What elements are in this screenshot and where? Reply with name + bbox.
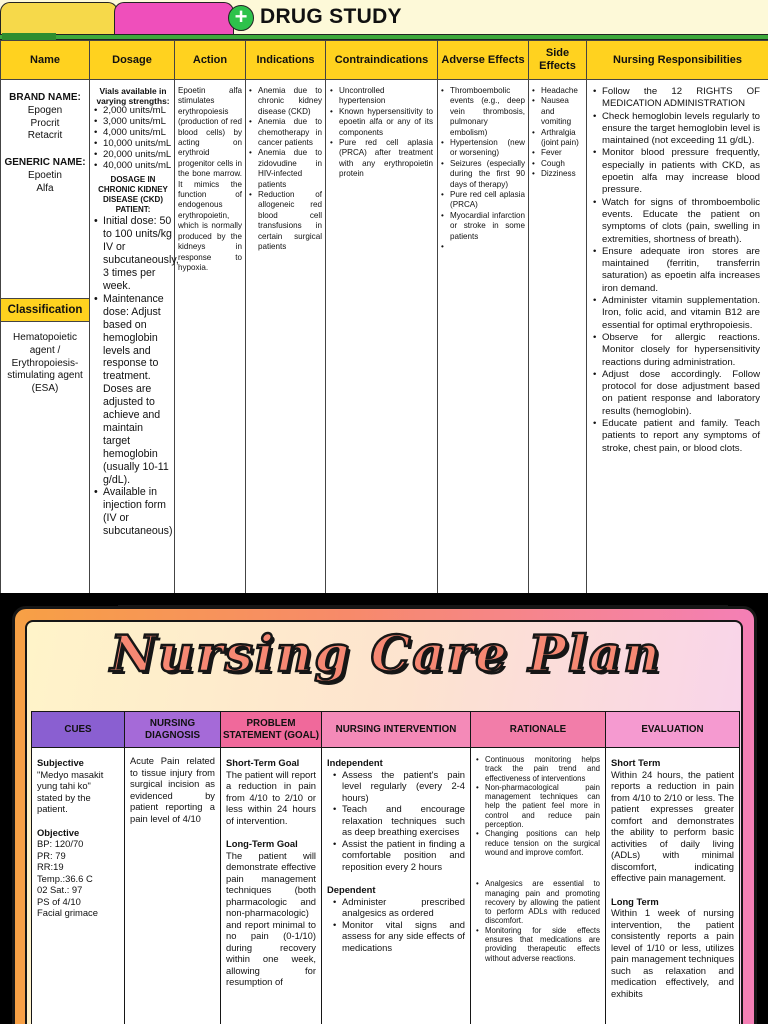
responsibility-item: • Administer vitamin supplementation. Iron, folic acid, and vitamin B12 are essential for optimal erythropoiesis.: [593, 295, 760, 332]
intervention-item: • Assist the patient in finding a comfortable position and reposition every 2 hours: [333, 838, 465, 873]
side-effect-item: • Fever: [532, 148, 583, 158]
objective-line: 02 Sat.: 97: [37, 884, 83, 895]
intervention-item: • Assess the patient's pain level regularly (every 2-4 hours): [333, 769, 465, 804]
classification-label: Classification: [1, 298, 89, 322]
contraindication-item: • Pure red cell aplasia (PRCA) after treatment with any erythropoietin protein: [330, 138, 433, 180]
header-side-effects: Side Effects: [529, 41, 587, 80]
brand-name-value: Retacrit: [27, 130, 63, 142]
adverse-effect-item: • Hypertension (new or worsening): [441, 138, 525, 159]
header-rationale: RATIONALE: [471, 712, 606, 748]
strength-item: • 10,000 units/mL: [94, 139, 172, 150]
long-term-goal-text: The patient will demonstrate effective pain management techniques (both pharmacologic and non-pharmacologic) and report minimal to no pain (0-1/10) during recovery within one week, allowing for resumption of: [226, 849, 316, 987]
strength-item: • 4,000 units/mL: [94, 128, 172, 139]
vials-label: Vials available in varying strengths:: [96, 86, 170, 106]
responsibility-item: • Adjust dose accordingly. Follow protocol for dose adjustment based on patient response and laboratory results (hemoglobin).: [593, 369, 760, 418]
evaluation-cell: [606, 748, 740, 1024]
header-contraindications: Contraindications: [326, 41, 438, 80]
contraindication-item: • Uncontrolled hypertension: [330, 86, 433, 107]
side-effect-item: • Nausea and vomiting: [532, 96, 583, 127]
care-plan-title: Nursing Care Plan: [110, 624, 662, 683]
rationale-item: • Analgesics are essential to managing pain and promoting recovery by allowing the patient to perform ADLs with reduced discomfort.: [476, 879, 600, 925]
rationale-cell: [471, 748, 606, 1024]
objective-line: Facial grimace: [37, 907, 98, 918]
header-name: Name: [1, 41, 90, 80]
contraindications-cell: [326, 80, 438, 594]
header-goal: PROBLEM STATEMENT (GOAL): [221, 712, 322, 748]
rationale-item: • Non-pharmacological pain management techniques can help the patient feel more in control and reduce pain perception.: [476, 783, 600, 829]
long-term-evaluation-text: Within 1 week of nursing intervention, the patient consistently reports a pain level of 1/10 or less, utilizes pain management techniques such as relaxation and medication effectively, and exhibits: [611, 907, 735, 999]
adverse-effect-item: • Seizures (especially during the first 90 days of therapy): [441, 159, 525, 190]
side-effect-item: • Headache: [532, 86, 583, 96]
strength-item: • 3,000 units/mL: [94, 117, 172, 128]
action-cell: Epoetin alfa stimulates erythropoiesis (production of red blood cells) by acting on erythroid progenitor cells in the bone marrow. It mimics the function of endogenous erythropoietin, which is normally produced by the kidneys in response to hypoxia.: [175, 80, 246, 594]
header-nursing-responsibilities: Nursing Responsibilities: [587, 41, 768, 80]
responsibility-item: • Watch for signs of thromboembolic events. Educate the patient on symptoms of clots (pain, swelling in extremities, shortness of breath).: [593, 197, 760, 246]
indication-item: • Reduction of allogeneic red blood cell transfusions in certain surgical patients: [249, 190, 322, 252]
side-effect-item: • Cough: [532, 159, 583, 169]
care-plan-table: [31, 711, 740, 1024]
short-term-goal-label: Short-Term Goal: [226, 757, 300, 768]
long-term-goal-label: Long-Term Goal: [226, 838, 298, 849]
objective-label: Objective: [37, 826, 80, 838]
subjective-label: Subjective: [37, 757, 84, 768]
independent-label: Independent: [327, 757, 383, 768]
header-adverse-effects: Adverse Effects: [438, 41, 529, 80]
rationale-item: • Monitoring for side effects ensures that medications are providing therapeutic effects without adverse reactions.: [476, 926, 600, 963]
ckd-dosage-item: • Available in injection form (IV or subcutaneous): [94, 486, 172, 538]
name-cell: [1, 80, 90, 594]
nursing-responsibilities-cell: [587, 80, 768, 594]
plus-icon: +: [228, 5, 254, 31]
strength-item: • 2,000 units/mL: [94, 106, 172, 117]
header-intervention: NURSING INTERVENTION: [322, 712, 471, 748]
dosage-cell: [90, 80, 179, 594]
drug-study-table: [0, 40, 768, 594]
cues-cell: [32, 748, 125, 1024]
objective-line: BP: 120/70: [37, 838, 84, 849]
drug-study-header: [0, 0, 768, 34]
contraindication-item: • Known hypersensitivity to epoetin alfa or any of its components: [330, 107, 433, 138]
strength-item: • 20,000 units/mL: [94, 150, 172, 161]
responsibility-item: • Ensure adequate iron stores are maintained (ferritin, transferrin saturation) as epoetin alfa increases iron demand.: [593, 246, 760, 295]
generic-name-label: GENERIC NAME:: [4, 157, 86, 169]
responsibility-item: • Follow the 12 RIGHTS OF MEDICATION ADMINISTRATION: [593, 86, 760, 111]
header-nursing-diagnosis: NURSING DIAGNOSIS: [125, 712, 221, 748]
ckd-dosage-label: DOSAGE IN CHRONIC KIDNEY DISEASE (CKD) PATIENT:: [98, 175, 168, 215]
long-term-evaluation-label: Long Term: [611, 895, 659, 907]
rationale-item: • Continuous monitoring helps track the pain trend and effectiveness of interventions: [476, 755, 600, 783]
objective-line: PR: 79: [37, 849, 66, 861]
header-cues: CUES: [32, 712, 125, 748]
pink-tab: [114, 2, 234, 34]
side-effect-item: • Dizziness: [532, 169, 583, 179]
responsibility-item: • Monitor blood pressure frequently, especially in patients with CKD, as epoetin alfa may increase blood pressure.: [593, 147, 760, 196]
header-indications: Indications: [246, 41, 326, 80]
adverse-effect-item: • Thromboembolic events (e.g., deep vein thrombosis, pulmonary embolism): [441, 86, 525, 138]
short-term-evaluation-label: Short Term: [611, 757, 661, 768]
subjective-text: "Medyo masakit yung tahi ko" stated by the patient.: [37, 768, 104, 814]
responsibility-item: • Observe for allergic reactions. Monitor closely for hypersensitivity reactions during administration.: [593, 332, 760, 369]
side-effects-cell: [529, 80, 587, 594]
rationale-item: • Changing positions can help reduce tension on the surgical wound and improve comfort.: [476, 829, 600, 857]
responsibility-item: • Educate patient and family. Teach patients to report any symptoms of stroke, chest pain, or blood clots.: [593, 418, 760, 455]
generic-name-value: Epoetin: [28, 169, 62, 181]
short-term-goal-text: The patient will report a reduction in pain from 4/10 to 2/10 or less within 24 hours of intervention.: [226, 768, 316, 826]
adverse-effect-item: • Myocardial infarction or stroke in some patients: [441, 211, 525, 242]
intervention-item: • Teach and encourage relaxation techniques such as deep breathing exercises: [333, 803, 465, 838]
classification-value: Hematopoietic agent / Erythropoiesis-stimulating agent (ESA): [7, 332, 83, 395]
brand-name-value: Epogen: [27, 104, 63, 116]
short-term-evaluation-text: Within 24 hours, the patient reports a reduction in pain from 4/10 to 2/10 or less. The patient expresses greater comfort and demonstrates the ability to perform basic activities of daily living (ADLs) with minimal discomfort, indicating effective pain management.: [611, 768, 734, 883]
objective-line: Temp.:36.6 C: [37, 872, 93, 884]
header-dosage: Dosage: [90, 41, 175, 80]
dependent-label: Dependent: [327, 884, 376, 895]
header-action: Action: [175, 41, 246, 80]
indication-item: • Anemia due to zidovudine in HIV-infected patients: [249, 148, 322, 190]
ckd-dosage-item: • Initial dose: 50 to 100 units/kg IV or subcutaneously, 3 times per week.: [94, 215, 172, 292]
objective-line: RR:19: [37, 861, 64, 872]
intervention-cell: [322, 748, 471, 1024]
intervention-item: • Monitor vital signs and assess for any side effects of medications: [333, 919, 465, 954]
drug-study-title: DRUG STUDY: [260, 5, 402, 28]
goal-cell: [221, 748, 322, 1024]
objective-line: PS of 4/10: [37, 895, 81, 907]
header-evaluation: EVALUATION: [606, 712, 740, 748]
intervention-item: • Administer prescribed analgesics as ordered: [333, 896, 465, 919]
diagnosis-cell: Acute Pain related to tissue injury from surgical incision as evidenced by patient reporting a pain level of 4/10: [125, 748, 221, 1024]
indications-cell: [246, 80, 326, 594]
brand-name-label: BRAND NAME:: [9, 92, 81, 103]
indication-item: • Anemia due to chemotherapy in cancer patients: [249, 117, 322, 148]
brand-name-value: Procrit: [30, 117, 60, 129]
generic-name-value: Alfa: [36, 182, 54, 194]
yellow-tab: [0, 2, 118, 34]
side-effect-item: • Arthralgia (joint pain): [532, 128, 583, 149]
responsibility-item: • Check hemoglobin levels regularly to ensure the target hemoglobin level is maintained (not exceeding 11 g/dL).: [593, 111, 760, 148]
adverse-effect-item: • Pure red cell aplasia (PRCA): [441, 190, 525, 211]
indication-item: • Anemia due to chronic kidney disease (CKD): [249, 86, 322, 117]
adverse-effects-cell: [438, 80, 529, 594]
strength-item: • 40,000 units/mL: [94, 161, 172, 172]
ckd-dosage-item: • Maintenance dose: Adjust based on hemoglobin levels and response to treatment. Doses are adjusted to achieve and maintain target hemoglobin (usually 10-11 g/dL).: [94, 293, 172, 487]
